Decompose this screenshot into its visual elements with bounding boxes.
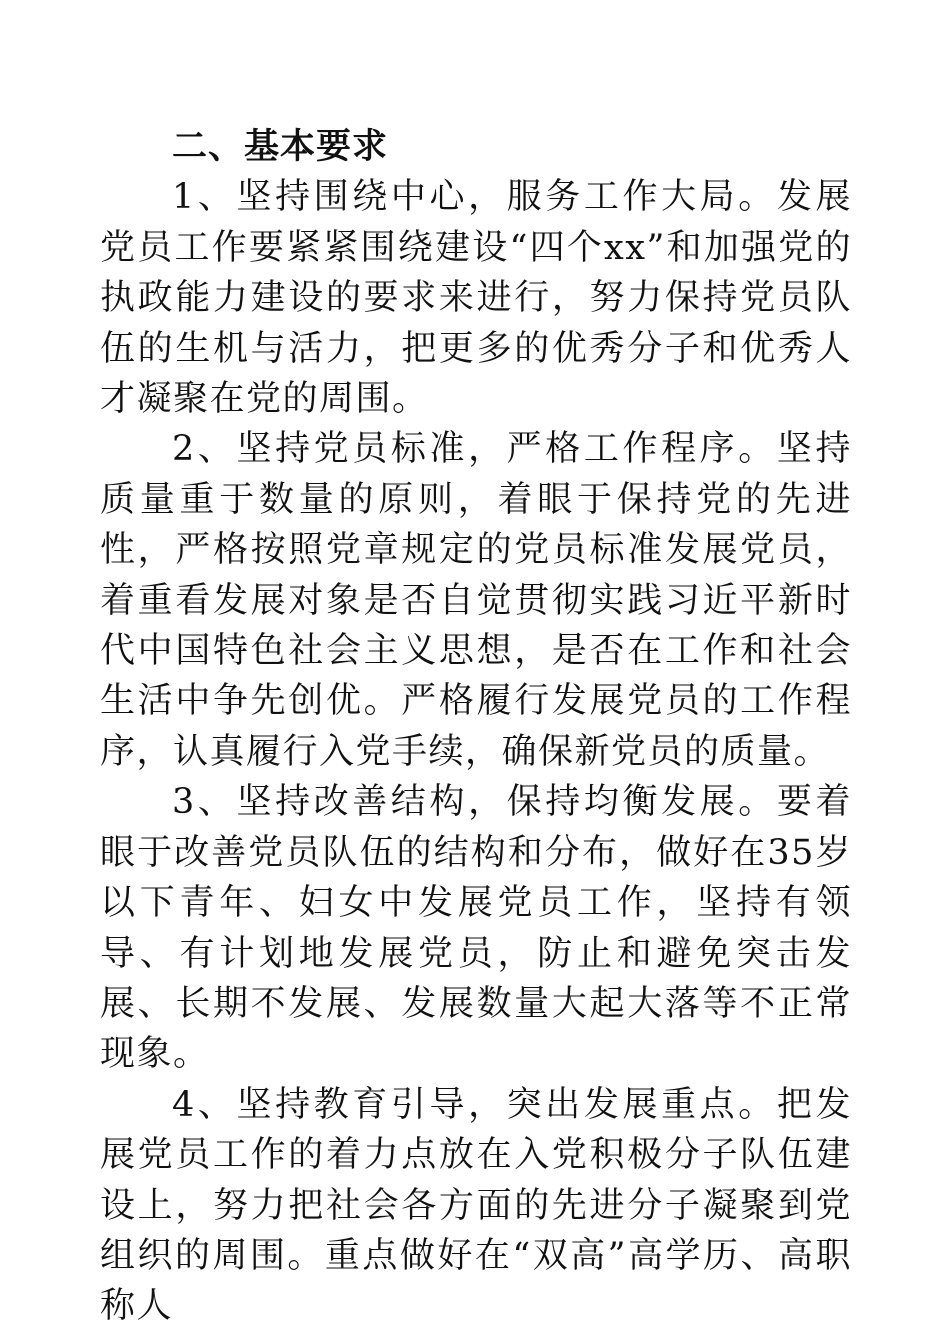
- paragraph-1: 1、坚持围绕中心，服务工作大局。发展党员工作要紧紧围绕建设“四个xx”和加强党的执政能力建设的要求来进行，努力保持党员队伍的生机与活力，把更多的优秀分子和优秀人才凝聚在党的周围。: [100, 177, 852, 420]
- paragraph-2: 2、坚持党员标准，严格工作程序。坚持质量重于数量的原则，着眼于保持党的先进性，严格按照党章规定的党员标准发展党员，着重看发展对象是否自觉贯彻实践习近平新时代中国特色社会主义思想，是否在工作和社会生活中争先创优。严格履行发展党员的工作程序，认真履行入党手续，确保新党员的质量。: [100, 429, 852, 772]
- section-heading: 二、基本要求: [172, 126, 389, 167]
- paragraph-3: 3、坚持改善结构，保持均衡发展。要着眼于改善党员队伍的结构和分布，做好在35岁以下青年、妇女中发展党员工作，坚持有领导、有计划地发展党员，防止和避免突击发展、长期不发展、发展数量大起大落等不正常现象。: [100, 782, 852, 1075]
- document-body: [100, 122, 852, 1332]
- paragraph-4: 4、坚持教育引导，突出发展重点。把发展党员工作的着力点放在入党积极分子队伍建设上，努力把社会各方面的先进分子凝聚到党组织的周围。重点做好在“双高”高学历、高职称人: [100, 1084, 852, 1327]
